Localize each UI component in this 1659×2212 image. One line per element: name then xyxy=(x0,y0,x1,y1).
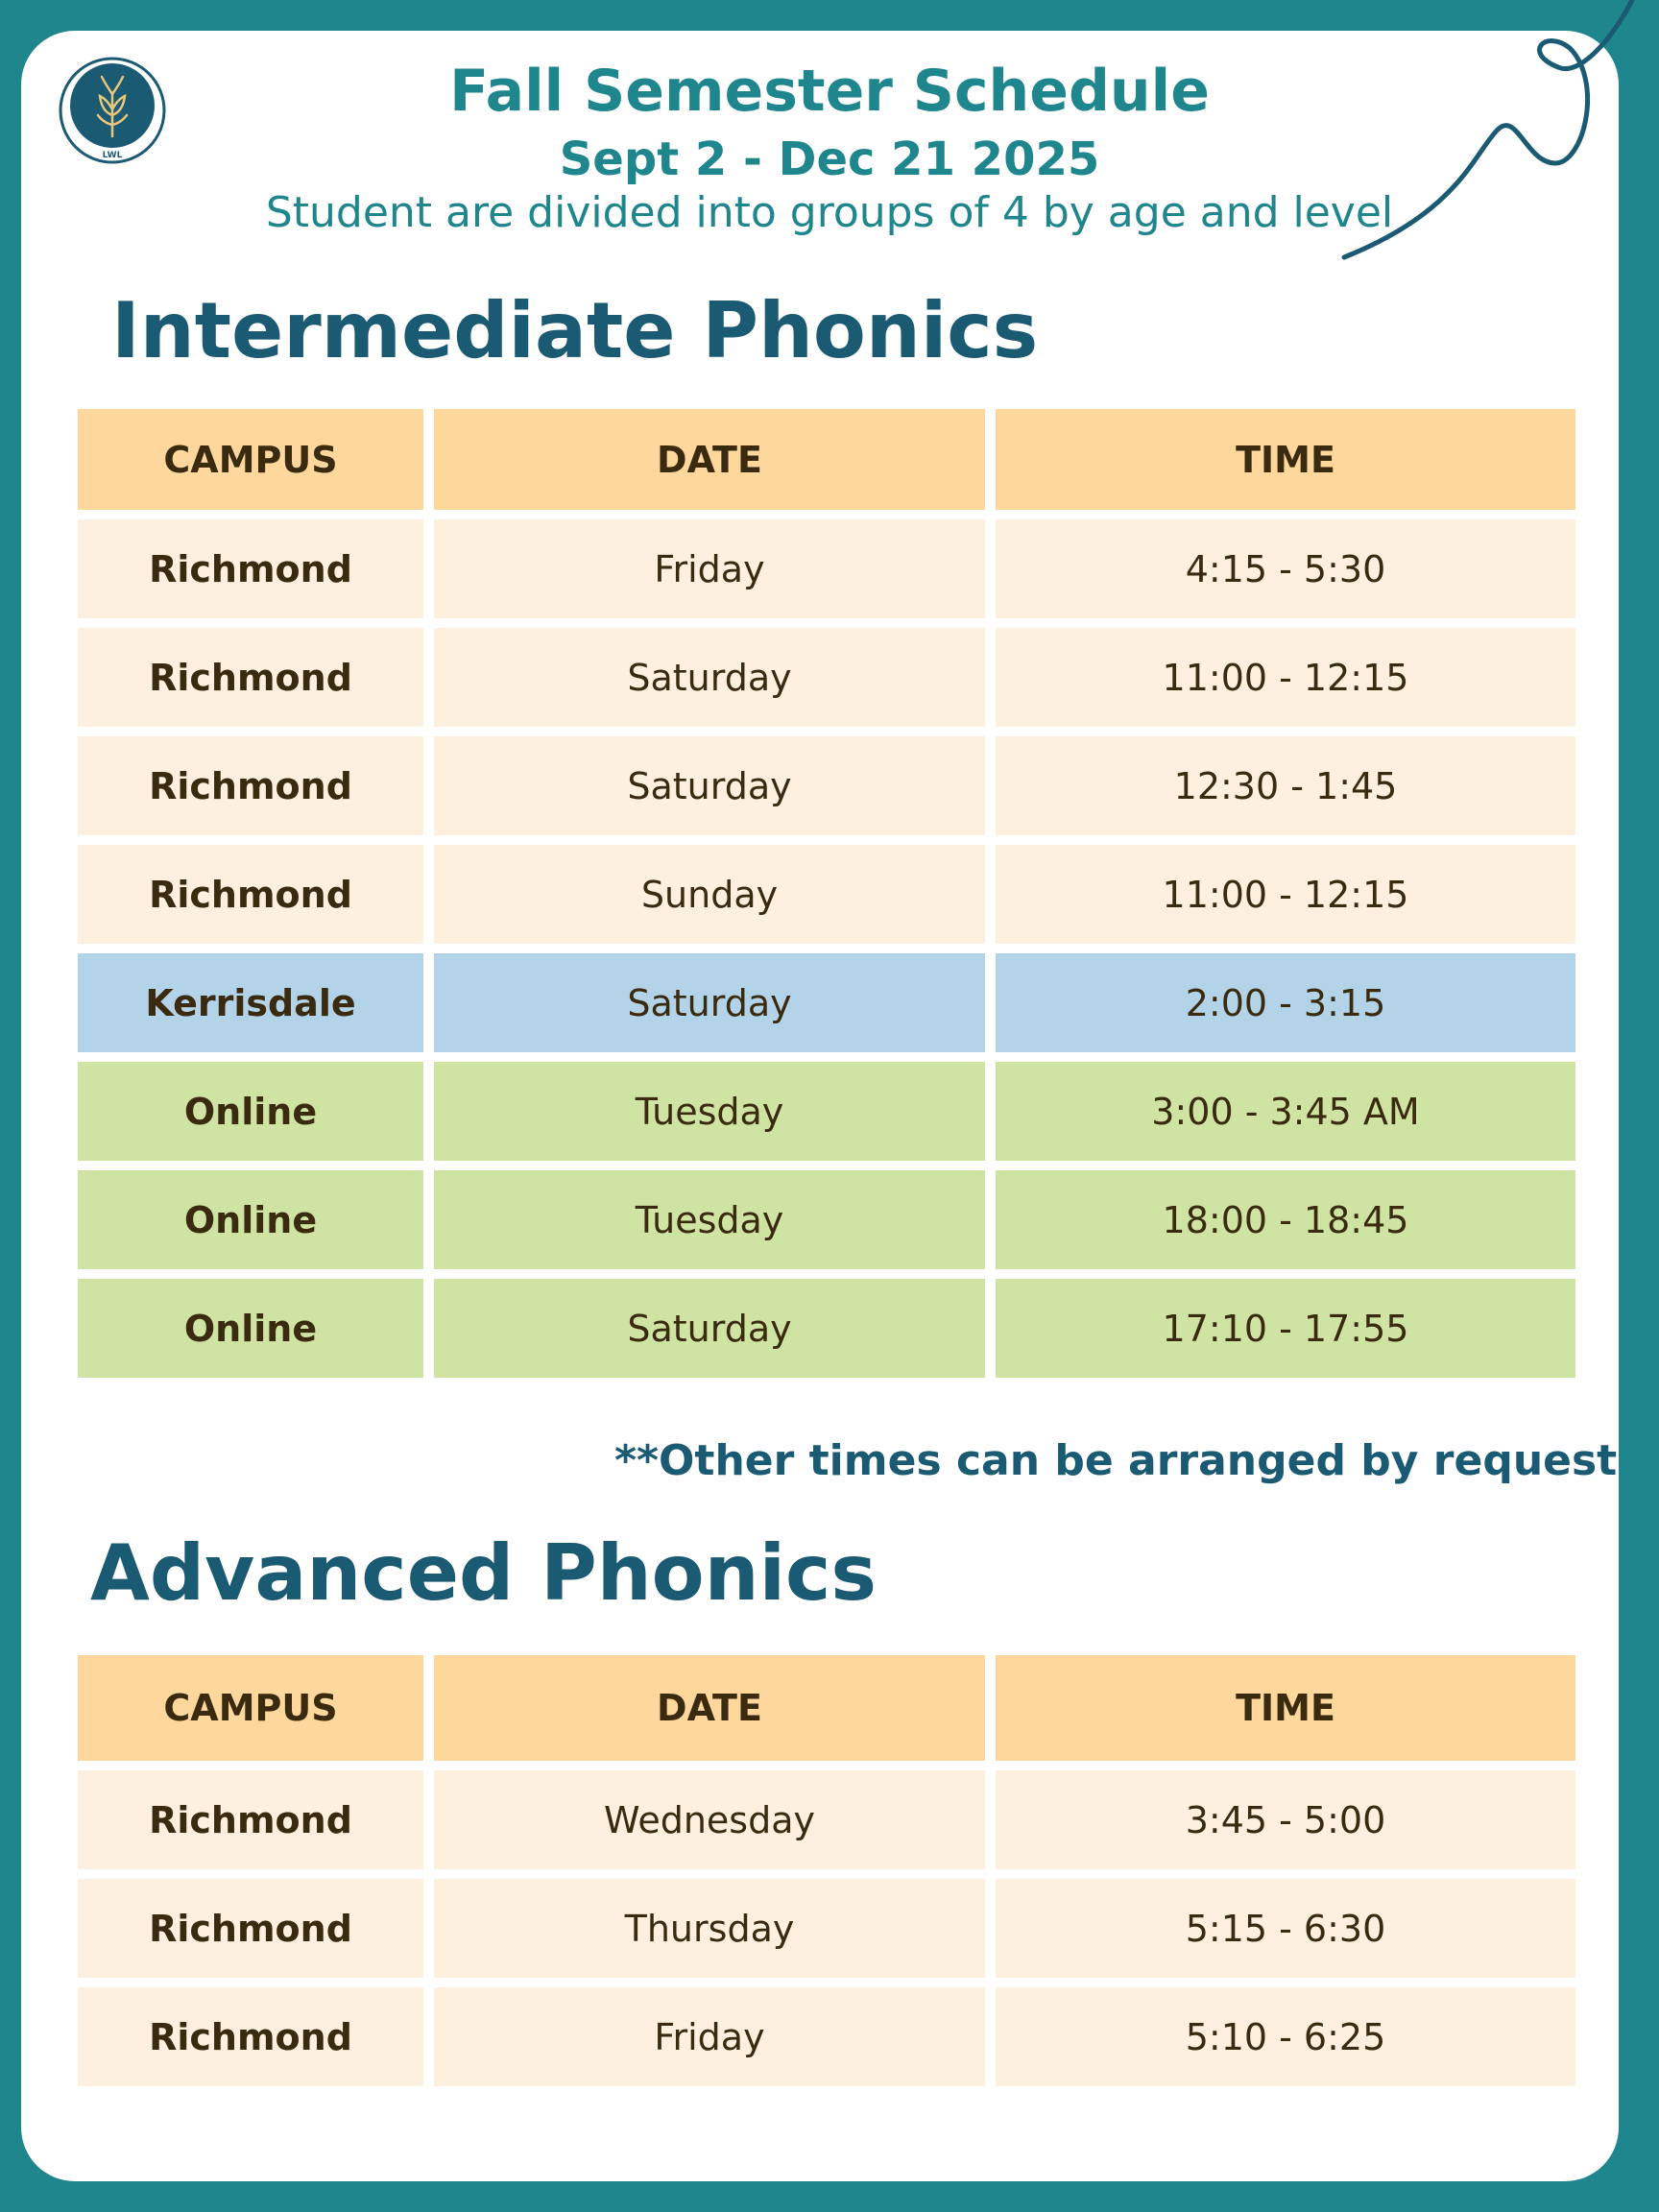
advanced-schedule-table xyxy=(78,1655,1575,2086)
date-cell: Saturday xyxy=(434,1279,985,1378)
time-cell: 2:00 - 3:15 xyxy=(996,953,1575,1052)
date-cell: Sunday xyxy=(434,845,985,944)
time-cell: 18:00 - 18:45 xyxy=(996,1170,1575,1269)
table-row xyxy=(78,628,1575,727)
table-row xyxy=(78,736,1575,835)
table-row xyxy=(78,1170,1575,1269)
date-cell: Saturday xyxy=(434,953,985,1052)
advanced-phonics-title: Advanced Phonics xyxy=(90,1528,878,1618)
time-cell: 17:10 - 17:55 xyxy=(996,1279,1575,1378)
date-cell: Saturday xyxy=(434,628,985,727)
intermediate-phonics-title: Intermediate Phonics xyxy=(111,286,1039,375)
time-cell: 12:30 - 1:45 xyxy=(996,736,1575,835)
column-header-campus: CAMPUS xyxy=(78,1655,423,1761)
campus-cell: Online xyxy=(78,1170,423,1269)
date-cell: Saturday xyxy=(434,736,985,835)
table-row xyxy=(78,1879,1575,1978)
table-row xyxy=(78,1987,1575,2086)
time-cell: 11:00 - 12:15 xyxy=(996,845,1575,944)
date-cell: Tuesday xyxy=(434,1062,985,1161)
campus-cell: Richmond xyxy=(78,628,423,727)
logo-text: LWL xyxy=(102,151,123,160)
schedule-title: Fall Semester Schedule xyxy=(449,58,1210,125)
date-cell: Friday xyxy=(434,1987,985,2086)
campus-cell: Richmond xyxy=(78,519,423,618)
semester-dates: Sept 2 - Dec 21 2025 xyxy=(559,132,1100,186)
table-header-row xyxy=(78,409,1575,510)
other-times-note: **Other times can be arranged by request xyxy=(614,1436,1618,1485)
table-header-row xyxy=(78,1655,1575,1761)
campus-cell: Richmond xyxy=(78,1770,423,1869)
campus-cell: Richmond xyxy=(78,736,423,835)
table-row xyxy=(78,953,1575,1052)
time-cell: 3:00 - 3:45 AM xyxy=(996,1062,1575,1161)
campus-cell: Kerrisdale xyxy=(78,953,423,1052)
column-header-date: DATE xyxy=(434,1655,985,1761)
time-cell: 11:00 - 12:15 xyxy=(996,628,1575,727)
table-row xyxy=(78,1062,1575,1161)
grouping-note: Student are divided into groups of 4 by age and level xyxy=(265,188,1394,237)
time-cell: 4:15 - 5:30 xyxy=(996,519,1575,618)
table-row xyxy=(78,1770,1575,1869)
time-cell: 5:10 - 6:25 xyxy=(996,1987,1575,2086)
table-row xyxy=(78,1279,1575,1378)
table-row xyxy=(78,845,1575,944)
column-header-date: DATE xyxy=(434,409,985,510)
date-cell: Wednesday xyxy=(434,1770,985,1869)
campus-cell: Online xyxy=(78,1062,423,1161)
date-cell: Friday xyxy=(434,519,985,618)
campus-cell: Richmond xyxy=(78,845,423,944)
time-cell: 3:45 - 5:00 xyxy=(996,1770,1575,1869)
date-cell: Tuesday xyxy=(434,1170,985,1269)
campus-cell: Online xyxy=(78,1279,423,1378)
date-cell: Thursday xyxy=(434,1879,985,1978)
campus-cell: Richmond xyxy=(78,1879,423,1978)
intermediate-schedule-table xyxy=(78,409,1575,1378)
column-header-time: TIME xyxy=(996,1655,1575,1761)
column-header-time: TIME xyxy=(996,409,1575,510)
time-cell: 5:15 - 6:30 xyxy=(996,1879,1575,1978)
column-header-campus: CAMPUS xyxy=(78,409,423,510)
table-row xyxy=(78,519,1575,618)
campus-cell: Richmond xyxy=(78,1987,423,2086)
